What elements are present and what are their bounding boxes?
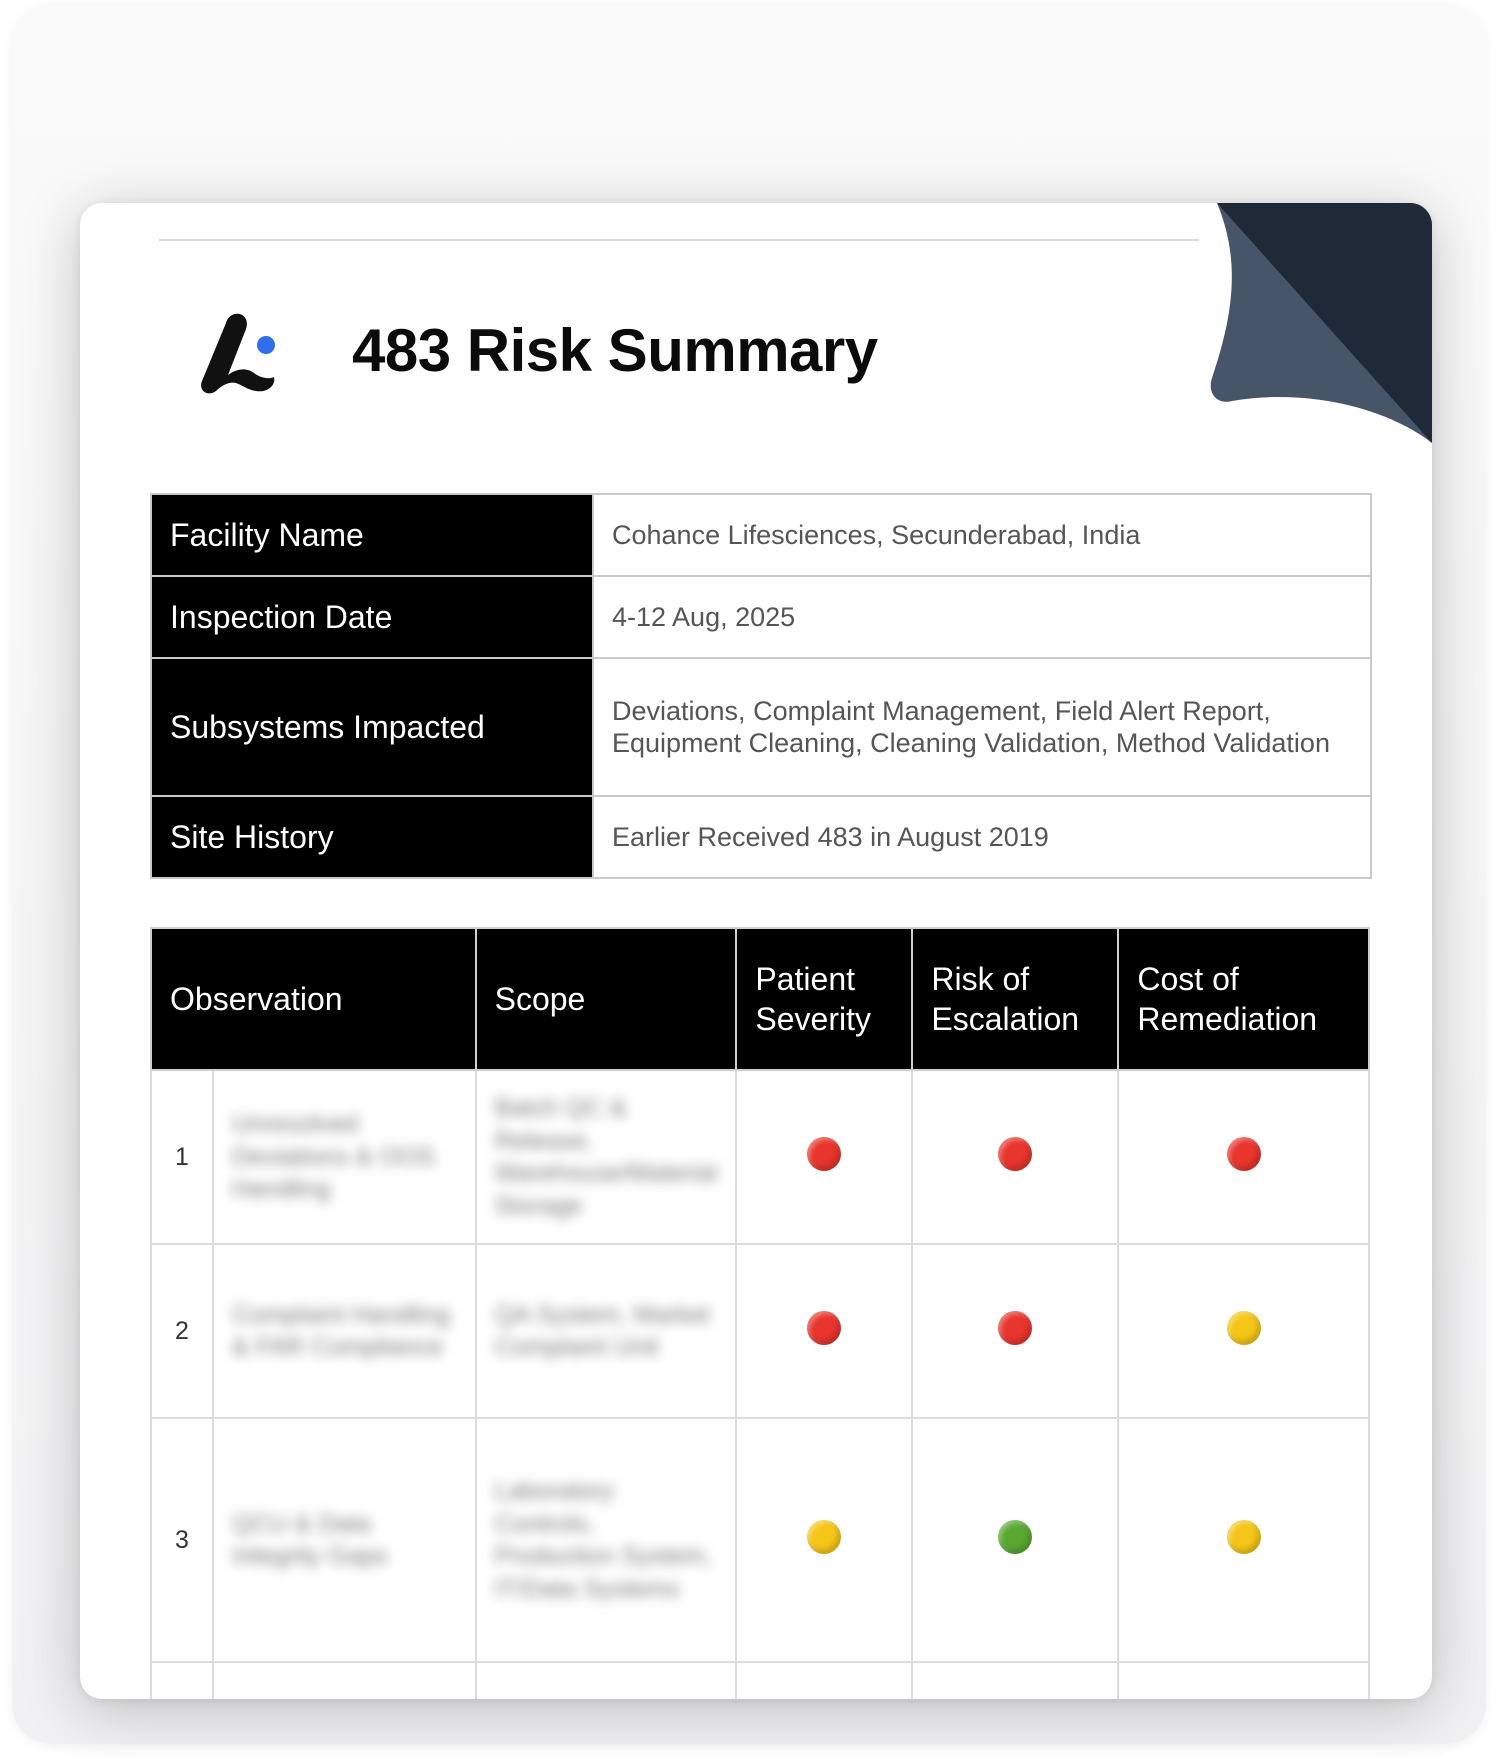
info-row-inspection-date — [151, 576, 1371, 658]
scope-text: Batch QC & Release, Warehouse/Material Storage — [476, 1070, 737, 1244]
cost-of-remediation-header: Cost of Remediation — [1118, 928, 1369, 1070]
risk-escalation-indicator — [998, 1311, 1032, 1345]
patient-severity-cell — [736, 1070, 912, 1244]
table-row — [151, 1418, 1369, 1662]
observation-text: Unresolved Deviations & OOS Handling — [213, 1070, 476, 1244]
empty-cell — [151, 1662, 213, 1699]
observation-text: Complaint Handling & FAR Compliance — [213, 1244, 476, 1418]
scope-text: Laboratory Controls, Production System, IT/Data Systems — [476, 1418, 737, 1662]
info-row-subsystems — [151, 658, 1371, 796]
info-row-facility — [151, 494, 1371, 576]
empty-cell — [912, 1662, 1118, 1699]
observation-text: QCU & Data Integrity Gaps — [213, 1418, 476, 1662]
brand-logo-icon — [192, 307, 282, 397]
observation-header: Observation — [151, 928, 476, 1070]
risk-of-escalation-header: Risk of Escalation — [912, 928, 1118, 1070]
patient-severity-cell — [736, 1244, 912, 1418]
empty-cell — [476, 1662, 737, 1699]
inspection-date-label: Inspection Date — [151, 576, 593, 658]
facility-name-label: Facility Name — [151, 494, 593, 576]
cost-remediation-cell — [1118, 1070, 1369, 1244]
top-divider — [159, 239, 1199, 241]
patient-severity-header: Patient Severity — [736, 928, 912, 1070]
risk-escalation-cell — [912, 1418, 1118, 1662]
table-row — [151, 1244, 1369, 1418]
risk-escalation-indicator — [998, 1520, 1032, 1554]
cost-remediation-cell — [1118, 1418, 1369, 1662]
info-row-site-history — [151, 796, 1371, 878]
facility-info-table — [150, 493, 1372, 879]
subsystems-label: Subsystems Impacted — [151, 658, 593, 796]
site-history-value: Earlier Received 483 in August 2019 — [593, 796, 1371, 878]
empty-cell — [1118, 1662, 1369, 1699]
cost-remediation-cell — [1118, 1244, 1369, 1418]
row-number: 2 — [151, 1244, 213, 1418]
row-number: 1 — [151, 1070, 213, 1244]
page-curl-decoration — [1187, 203, 1432, 443]
risk-escalation-cell — [912, 1070, 1118, 1244]
empty-cell — [736, 1662, 912, 1699]
scope-header: Scope — [476, 928, 737, 1070]
observations-table — [150, 927, 1370, 1699]
table-row — [151, 1070, 1369, 1244]
facility-name-value: Cohance Lifesciences, Secunderabad, India — [593, 494, 1371, 576]
patient-severity-indicator — [807, 1520, 841, 1554]
cost-remediation-indicator — [1227, 1137, 1261, 1171]
patient-severity-cell — [736, 1418, 912, 1662]
risk-escalation-indicator — [998, 1137, 1032, 1171]
subsystems-value: Deviations, Complaint Management, Field Alert Report, Equipment Cleaning, Cleaning Validation, Method Validation — [593, 658, 1371, 796]
site-history-label: Site History — [151, 796, 593, 878]
page-title: 483 Risk Summary — [352, 317, 878, 384]
table-row-partial — [151, 1662, 1369, 1699]
patient-severity-indicator — [807, 1137, 841, 1171]
cost-remediation-indicator — [1227, 1520, 1261, 1554]
row-number: 3 — [151, 1418, 213, 1662]
risk-escalation-cell — [912, 1244, 1118, 1418]
inspection-date-value: 4-12 Aug, 2025 — [593, 576, 1371, 658]
observations-header-row — [151, 928, 1369, 1070]
scope-text: QA System, Market Complaint Unit — [476, 1244, 737, 1418]
cost-remediation-indicator — [1227, 1311, 1261, 1345]
empty-cell — [213, 1662, 476, 1699]
document-card — [80, 203, 1432, 1699]
patient-severity-indicator — [807, 1311, 841, 1345]
